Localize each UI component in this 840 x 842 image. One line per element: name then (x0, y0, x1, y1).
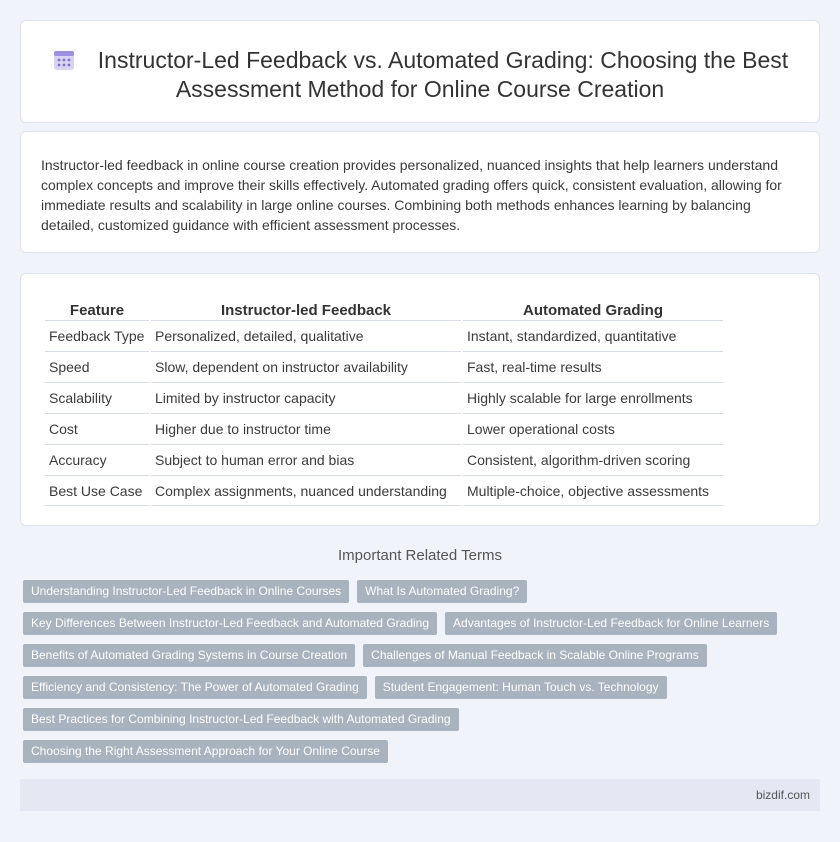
table-cell: Instant, standardized, quantitative (463, 320, 723, 351)
table-row (45, 444, 723, 475)
table-row (45, 320, 723, 351)
table-cell: Speed (45, 351, 149, 382)
table-cell: Higher due to instructor time (151, 413, 461, 444)
table-cell: Slow, dependent on instructor availability (151, 351, 461, 382)
table-row (45, 475, 723, 506)
footer (20, 779, 820, 811)
table-cell: Feedback Type (45, 320, 149, 351)
table-cell: Best Use Case (45, 475, 149, 506)
related-terms-title: Important Related Terms (338, 547, 502, 564)
table-cell: Lower operational costs (463, 413, 723, 444)
table-header-row (45, 295, 723, 320)
related-terms-list (23, 580, 803, 772)
table-cell: Consistent, algorithm-driven scoring (463, 444, 723, 475)
header-automated: Automated Grading (522, 302, 663, 319)
related-term-tag[interactable]: Best Practices for Combining Instructor-Led Feedback with Automated Grading (23, 708, 459, 731)
related-term-tag[interactable]: Benefits of Automated Grading Systems in Course Creation (23, 644, 355, 667)
comparison-table-card (20, 273, 820, 526)
related-term-tag[interactable]: Choosing the Right Assessment Approach for Your Online Course (23, 740, 388, 763)
table-cell: Limited by instructor capacity (151, 382, 461, 413)
related-term-tag[interactable]: Efficiency and Consistency: The Power of Automated Grading (23, 676, 367, 699)
related-term-tag[interactable]: Key Differences Between Instructor-Led Feedback and Automated Grading (23, 612, 437, 635)
related-term-tag[interactable]: What Is Automated Grading? (357, 580, 527, 603)
table-row (45, 382, 723, 413)
header-feature: Feature (69, 302, 125, 319)
intro-paragraph: Instructor-led feedback in online course creation provides personalized, nuanced insights that help learners understand complex concepts and improve their skills effectively. Automated grading offers quick, consistent evaluation, allowing for immediate results and scalability in large online courses. Combining both methods enhances learning by balancing detailed, customized guidance with efficient assessment processes. (41, 157, 782, 233)
title-text: Instructor-Led Feedback vs. Automated Grading: Choosing the Best Assessment Method for Online Course Creation (97, 47, 789, 102)
header-instructor: Instructor-led Feedback (220, 302, 392, 319)
related-term-tag[interactable]: Challenges of Manual Feedback in Scalable Online Programs (363, 644, 707, 667)
related-term-tag[interactable]: Understanding Instructor-Led Feedback in Online Courses (23, 580, 349, 603)
calendar-icon (52, 48, 76, 72)
page-title (21, 46, 819, 104)
related-term-tag[interactable]: Student Engagement: Human Touch vs. Technology (375, 676, 667, 699)
footer-site-link[interactable]: bizdif.com (755, 788, 810, 802)
table-cell: Personalized, detailed, qualitative (151, 320, 461, 351)
intro-card (20, 131, 820, 253)
table-row (45, 351, 723, 382)
table-cell: Scalability (45, 382, 149, 413)
header-card (20, 20, 820, 123)
comparison-table (43, 295, 725, 506)
table-cell: Accuracy (45, 444, 149, 475)
table-cell: Complex assignments, nuanced understanding (151, 475, 461, 506)
table-cell: Multiple-choice, objective assessments (463, 475, 723, 506)
table-cell: Fast, real-time results (463, 351, 723, 382)
related-term-tag[interactable]: Advantages of Instructor-Led Feedback for Online Learners (445, 612, 777, 635)
table-row (45, 413, 723, 444)
table-cell: Subject to human error and bias (151, 444, 461, 475)
table-cell: Highly scalable for large enrollments (463, 382, 723, 413)
table-cell: Cost (45, 413, 149, 444)
